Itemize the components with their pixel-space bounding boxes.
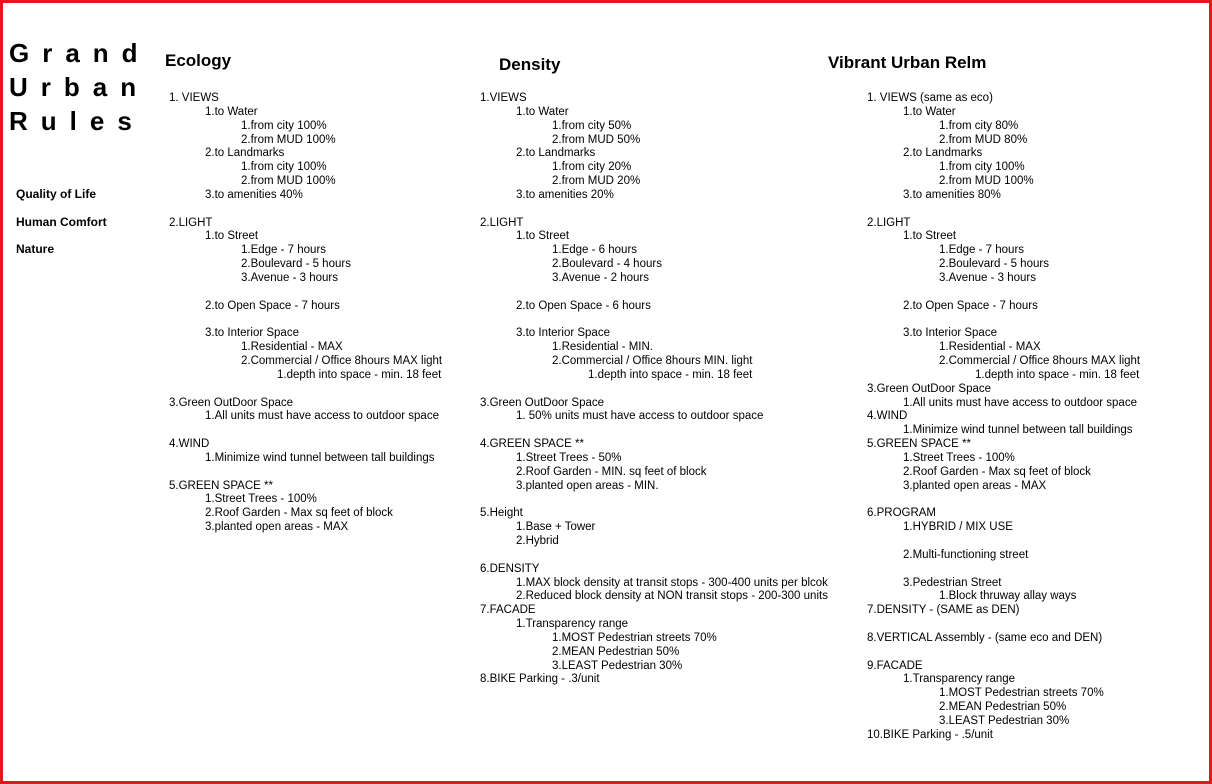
- rule-item: 2.Boulevard - 4 hours: [552, 258, 662, 271]
- rule-item: 3.Avenue - 3 hours: [939, 271, 1036, 284]
- rule-item: 1.Transparency range: [903, 673, 1016, 686]
- rule-heading: 3.Green OutDoor Space: [480, 396, 605, 409]
- spacer: [867, 618, 1140, 632]
- rule-item: 3.planted open areas - MAX: [903, 479, 1047, 492]
- rule-item: 2.from MUD 100%: [241, 133, 336, 146]
- column-heading-vibrant-urban-relm: Vibrant Urban Relm: [828, 53, 987, 72]
- rule-heading: 4.WIND: [169, 438, 210, 451]
- rule-item: 2.MEAN Pedestrian 50%: [939, 701, 1067, 714]
- rule-item: 1.to Water: [205, 105, 258, 118]
- spacer: [480, 424, 828, 438]
- rule-heading: 6.PROGRAM: [867, 507, 937, 520]
- spacer: [169, 286, 442, 300]
- spacer: [480, 383, 828, 397]
- title-line: Rules: [9, 106, 145, 136]
- sidebar-item-nature: Nature: [16, 242, 55, 256]
- rule-item: 1.from city 80%: [939, 119, 1019, 132]
- column-heading-ecology: Ecology: [165, 51, 232, 70]
- spacer: [867, 286, 1140, 300]
- rule-heading: 10.BIKE Parking - .5/unit: [867, 728, 993, 741]
- density-rules-list: [480, 92, 828, 687]
- rule-item: 1.from city 50%: [552, 119, 632, 132]
- rule-item: 1.from city 100%: [241, 119, 327, 132]
- rule-item: 3.planted open areas - MIN.: [516, 479, 659, 492]
- rule-heading: 4.WIND: [867, 410, 908, 423]
- rule-item: 3.to amenities 80%: [903, 188, 1001, 201]
- rule-item: 1.to Street: [903, 230, 957, 243]
- rule-item: 1.to Street: [516, 230, 570, 243]
- rule-item: 1.Edge - 7 hours: [939, 244, 1025, 257]
- rule-item: 1.Minimize wind tunnel between tall buildings: [903, 424, 1133, 437]
- rule-heading: 8.VERTICAL Assembly - (same eco and DEN): [867, 631, 1103, 644]
- rule-item: 2.from MUD 100%: [939, 175, 1034, 188]
- rule-heading: 2.LIGHT: [867, 216, 911, 229]
- spacer: [480, 203, 828, 217]
- sidebar: [16, 187, 107, 270]
- rule-heading: 2.LIGHT: [169, 216, 213, 229]
- spacer: [169, 314, 442, 328]
- rule-item: 1.Residential - MAX: [939, 341, 1041, 354]
- rule-item: 1.HYBRID / MIX USE: [903, 521, 1013, 534]
- rule-item: 1.depth into space - min. 18 feet: [277, 368, 442, 381]
- rule-item: 1.depth into space - min. 18 feet: [975, 368, 1140, 381]
- rule-heading: 4.GREEN SPACE **: [480, 438, 584, 451]
- spacer: [867, 493, 1140, 507]
- rule-item: 2.to Landmarks: [516, 147, 596, 160]
- rule-item: 2.to Open Space - 7 hours: [903, 299, 1038, 312]
- rule-item: 3.to amenities 20%: [516, 188, 614, 201]
- rule-heading: 5.Height: [480, 507, 523, 520]
- rule-item: 3.Pedestrian Street: [903, 576, 1002, 589]
- title-line: Urban: [9, 72, 150, 102]
- rule-item: 2.Roof Garden - Max sq feet of block: [903, 465, 1091, 478]
- rule-item: 2.from MUD 80%: [939, 133, 1028, 146]
- rule-heading: 6.DENSITY: [480, 562, 540, 575]
- rule-item: 3.Avenue - 2 hours: [552, 271, 649, 284]
- rule-item: 2.Boulevard - 5 hours: [241, 258, 351, 271]
- rule-item: 1.Transparency range: [516, 618, 629, 631]
- rule-heading: 7.FACADE: [480, 604, 536, 617]
- spacer: [867, 646, 1140, 660]
- rule-heading: 1.VIEWS: [480, 92, 527, 104]
- rule-item: 1.Residential - MAX: [241, 341, 343, 354]
- spacer: [480, 314, 828, 328]
- spacer: [480, 286, 828, 300]
- rule-item: 3.to Interior Space: [903, 327, 997, 340]
- rule-item: 1.Street Trees - 100%: [205, 493, 317, 506]
- rule-item: 3.LEAST Pedestrian 30%: [552, 659, 683, 672]
- rule-heading: 5.GREEN SPACE **: [867, 438, 971, 451]
- rule-item: 3.LEAST Pedestrian 30%: [939, 714, 1070, 727]
- rule-item: 1.Street Trees - 50%: [516, 451, 622, 464]
- rule-item: 2.MEAN Pedestrian 50%: [552, 645, 680, 658]
- rule-item: 2.Commercial / Office 8hours MAX light: [939, 355, 1141, 368]
- rule-item: 1.MAX block density at transit stops - 300-400 units per blcok: [516, 576, 828, 589]
- ecology-rules-list: [169, 92, 442, 535]
- rule-item: 1.MOST Pedestrian streets 70%: [552, 631, 717, 644]
- spacer: [867, 203, 1140, 217]
- rule-item: 1.from city 100%: [241, 161, 327, 174]
- rule-item: 1.Residential - MIN.: [552, 341, 653, 354]
- spacer: [169, 383, 442, 397]
- rule-item: 2.Reduced block density at NON transit stops - 200-300 units: [516, 590, 828, 603]
- rule-item: 1.Edge - 7 hours: [241, 244, 327, 257]
- spacer: [169, 424, 442, 438]
- rule-item: 2.from MUD 100%: [241, 175, 336, 188]
- column-heading-density: Density: [499, 55, 561, 74]
- rule-item: 1.from city 20%: [552, 161, 632, 174]
- rule-heading: 3.Green OutDoor Space: [867, 382, 992, 395]
- rule-item: 2.Commercial / Office 8hours MIN. light: [552, 355, 753, 368]
- spacer: [480, 493, 828, 507]
- rule-item: 2.to Landmarks: [205, 147, 285, 160]
- rule-item: 1.from city 100%: [939, 161, 1025, 174]
- rule-item: 1.Minimize wind tunnel between tall buildings: [205, 451, 435, 464]
- rule-item: 1.Base + Tower: [516, 521, 596, 534]
- rule-item: 3.planted open areas - MAX: [205, 521, 349, 534]
- rule-heading: 2.LIGHT: [480, 216, 524, 229]
- rule-item: 3.to amenities 40%: [205, 188, 303, 201]
- page-title: [9, 36, 151, 138]
- rule-item: 3.to Interior Space: [516, 327, 610, 340]
- rule-item: 1.to Street: [205, 230, 259, 243]
- rule-item: 3.Avenue - 3 hours: [241, 271, 338, 284]
- sidebar-item-quality-of-life: Quality of Life: [16, 187, 97, 201]
- vibrant-urban-relm-rules-list: [867, 92, 1140, 743]
- rule-item: 1.to Water: [903, 105, 956, 118]
- sidebar-item-human-comfort: Human Comfort: [16, 214, 107, 229]
- title-line: Grand: [9, 38, 151, 68]
- rule-item: 1.All units must have access to outdoor space: [903, 396, 1137, 409]
- rule-item: 2.Roof Garden - MIN. sq feet of block: [516, 465, 707, 478]
- rule-heading: 8.BIKE Parking - .3/unit: [480, 673, 600, 686]
- rule-item: 2.to Landmarks: [903, 147, 983, 160]
- rule-heading: 3.Green OutDoor Space: [169, 396, 294, 409]
- rule-heading: 7.DENSITY - (SAME as DEN): [867, 604, 1020, 617]
- spacer: [169, 203, 442, 217]
- rule-item: 2.Hybrid: [516, 535, 559, 547]
- rule-item: 1.Street Trees - 100%: [903, 451, 1015, 464]
- rule-heading: 1. VIEWS (same as eco): [867, 92, 993, 104]
- rule-item: 1.MOST Pedestrian streets 70%: [939, 687, 1104, 700]
- rule-heading: 1. VIEWS: [169, 92, 219, 104]
- rule-item: 2.Boulevard - 5 hours: [939, 258, 1049, 271]
- spacer: [480, 549, 828, 563]
- rule-item: 1.to Water: [516, 105, 569, 118]
- rule-item: 1.Block thruway allay ways: [939, 590, 1077, 603]
- spacer: [867, 535, 1140, 549]
- rule-heading: 9.FACADE: [867, 659, 923, 672]
- rule-item: 2.from MUD 20%: [552, 175, 641, 188]
- spacer: [169, 466, 442, 480]
- rule-item: 1.Edge - 6 hours: [552, 244, 638, 257]
- rule-item: 1. 50% units must have access to outdoor space: [516, 410, 764, 423]
- rule-item: 1.All units must have access to outdoor space: [205, 410, 439, 423]
- rule-item: 2.from MUD 50%: [552, 133, 641, 146]
- rule-item: 2.to Open Space - 6 hours: [516, 299, 651, 312]
- spacer: [867, 314, 1140, 328]
- rule-item: 2.Commercial / Office 8hours MAX light: [241, 355, 443, 368]
- rule-item: 2.to Open Space - 7 hours: [205, 299, 340, 312]
- spacer: [867, 563, 1140, 577]
- rule-item: 2.Roof Garden - Max sq feet of block: [205, 507, 393, 520]
- rule-item: 1.depth into space - min. 18 feet: [588, 368, 753, 381]
- rule-heading: 5.GREEN SPACE **: [169, 479, 273, 492]
- rule-item: 3.to Interior Space: [205, 327, 299, 340]
- rule-item: 2.Multi-functioning street: [903, 548, 1029, 561]
